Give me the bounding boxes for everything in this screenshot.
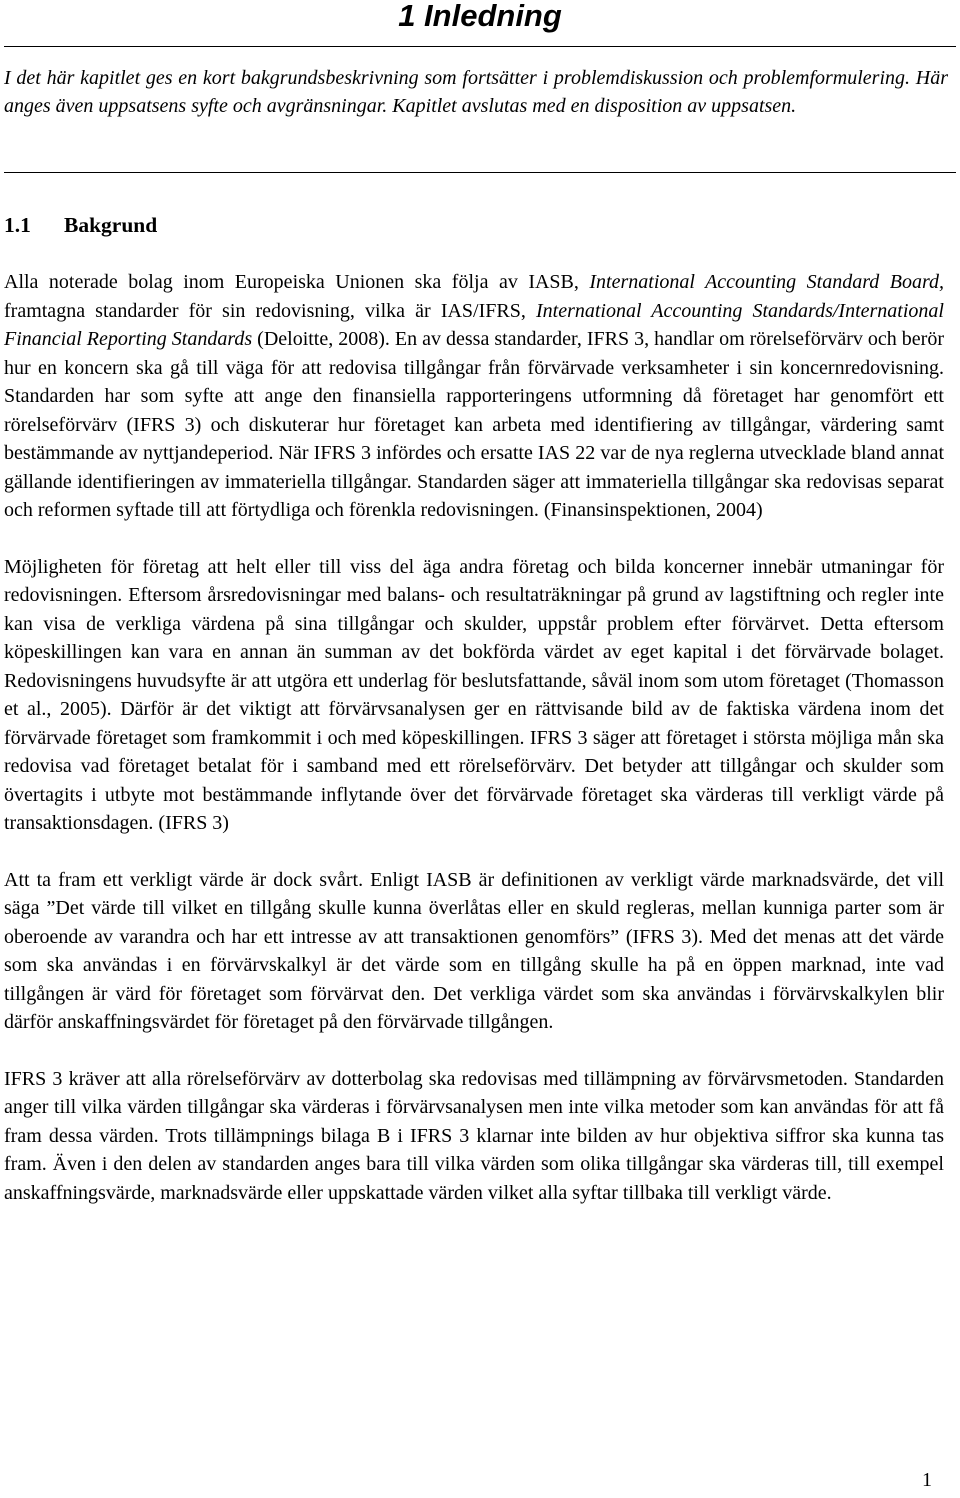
paragraph-1-part-e: (Deloitte, 2008). En av dessa standarder, IFRS 3, handlar om rörelseförvärv och berör hur en koncern ska gå till väga för att redovisa tillgångar från förvärvade verksamheter i sin koncernredovisning. Standarden har som syfte att ange den finansiella rapporteringens utformning då företaget har genomfört ett rörelseförvärv (IFRS 3) och diskuterar hur företaget kan arbeta med identifiering av tillgångar, värdering samt bestämmande av nyttjandeperiod. När IFRS 3 infördes och ersatte IAS 22 var de nya reglerna utvecklade bland annat gällande identifieringen av immateriella tillgångar. Standarden säger att immateriella tillgångar ska redovisas separat och reformen syftade till att förtydliga och förenkla redovisningen. (Finansinspektionen, 2004): [4, 328, 944, 521]
section-title: Bakgrund: [64, 213, 158, 237]
paragraph-4: IFRS 3 kräver att alla rörelseförvärv av dotterbolag ska redovisas med tillämpning av förvärvsmetoden. Standarden anger till vilka värden tillgångar ska värderas i förvärvsanalysen men inte vilka metoder som kan användas för att få fram dessa värden. Trots tillämpnings bilaga B i IFRS 3 klarnar inte bilden av hur objektiva siffror ska kunna tas fram. Även i den delen av standarden anges bara till vilka värden som olika tillgångar ska värderas till, till exempel anskaffningsvärde, marknadsvärde eller uppskattade värden vilket alla syftar tillbaka till verkligt värde.: [4, 1067, 944, 1204]
ias-ifrs-full-name: International Accounting Standards/International Financial Reporting Standards: [4, 299, 944, 350]
document-page: [4, 0, 948, 1498]
paragraph-1-part-a: Alla noterade bolag inom Europeiska Unionen ska följa av IASB,: [4, 271, 590, 293]
paragraph-2: Möjligheten för företag att helt eller till viss del äga andra företag och bilda koncerner innebär utmaningar för redovisningen. Eftersom årsredovisningar med balans- och resultaträkningar på grund av lagstiftning och regler inte kan visa de verkliga värdena på sina tillgångar och skulder, uppstår problem efter förvärvet. Detta eftersom köpeskillingen kan vara en annan än summan av det bokförda värdet av eget kapital i det förvärvade bolaget. Redovisningens huvudsyfte är att utgöra ett underlag för beslutsfattande, såväl inom som utom företaget (Thomasson et al., 2005). Därför är det viktigt att förvärvsanalysen ger en rättvisande bild av de faktiska värdena inom det förvärvade företaget som framkommit i och med köpeskillingen. IFRS 3 säger att företaget i största möjliga mån ska redovisa vad företaget betalat för i samband med ett rörelseförvärv. Det betyder att tillgångar och skulder som övertagits i utbyte mot bestämmande inflytande över det förvärvade företaget ska värderas till verkligt värde på transaktionsdagen. (IFRS 3): [4, 555, 944, 834]
chapter-intro: I det här kapitlet ges en kort bakgrundsbeskrivning som fortsätter i problemdiskussion och problemformulering. Här anges även uppsatsens syfte och avgränsningar. Kapitlet avslutas med en disposition av uppsatsen.: [4, 67, 948, 117]
iasb-full-name: International Accounting Standard Board,: [589, 271, 945, 293]
top-divider: [4, 46, 956, 47]
section-number: 1.1: [4, 213, 31, 237]
section-body: [4, 268, 944, 1235]
paragraph-1-part-c: framtagna standarder för sin redovisning, vilka är IAS/IFRS,: [4, 299, 536, 322]
chapter-title: 1 Inledning: [398, 0, 562, 33]
bottom-divider: [4, 172, 956, 173]
paragraph-1: [4, 268, 944, 525]
page-number: 1: [922, 1469, 932, 1491]
section-heading: [4, 210, 157, 240]
paragraph-3: Att ta fram ett verkligt värde är dock svårt. Enligt IASB är definitionen av verkligt värde marknadsvärde, det vill säga ”Det värde till vilket en tillgång skulle kunna överlåtas eller en skuld regleras, mellan kunniga parter som är oberoende av varandra och har ett intresse av att transaktionen genomförs” (IFRS 3). Med det menas att det värde som ska användas i en förvärvskalkyl är det värde som en tillgång skulle ha på en öppen marknad, inte vad tillgången är värd för företaget som förvärvat den. Det verkliga värdet som ska användas i förvärvskalkylen blir därför anskaffningsvärdet för företaget på den förvärvade tillgången.: [4, 868, 944, 1033]
